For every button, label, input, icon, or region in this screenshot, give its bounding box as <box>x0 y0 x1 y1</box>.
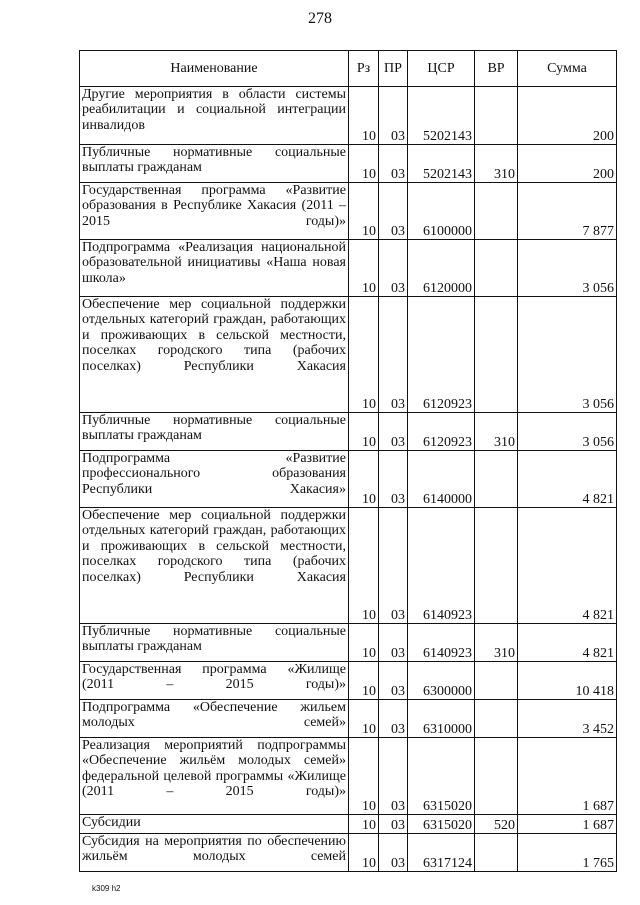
cell-rz: 10 <box>349 297 379 413</box>
cell-pr: 03 <box>379 815 408 834</box>
cell-sum: 3 452 <box>518 700 617 738</box>
cell-rz: 10 <box>349 700 379 738</box>
cell-pr: 03 <box>379 834 408 872</box>
cell-csr: 6140923 <box>408 508 475 624</box>
cell-vr <box>475 297 518 413</box>
cell-sum: 200 <box>518 145 617 183</box>
cell-rz: 10 <box>349 738 379 815</box>
cell-name: Публичные нормативные социальные выплаты гражданам <box>80 624 349 662</box>
cell-csr: 6317124 <box>408 834 475 872</box>
cell-csr: 6315020 <box>408 815 475 834</box>
cell-sum: 1 687 <box>518 738 617 815</box>
cell-vr <box>475 834 518 872</box>
cell-sum: 200 <box>518 87 617 145</box>
cell-name: Подпрограмма «Обеспечение жильем молодых семей» <box>80 700 349 738</box>
table-row <box>80 451 617 508</box>
cell-pr: 03 <box>379 87 408 145</box>
table-header-row <box>80 51 617 87</box>
table-row <box>80 815 617 834</box>
cell-sum: 3 056 <box>518 413 617 451</box>
cell-pr: 03 <box>379 700 408 738</box>
cell-rz: 10 <box>349 815 379 834</box>
header-rz: Рз <box>349 51 379 87</box>
cell-csr: 6140923 <box>408 624 475 662</box>
table-row <box>80 834 617 872</box>
cell-rz: 10 <box>349 834 379 872</box>
cell-rz: 10 <box>349 87 379 145</box>
page-number: 278 <box>308 10 332 27</box>
cell-name: Публичные нормативные социальные выплаты гражданам <box>80 145 349 183</box>
cell-name: Субсидия на мероприятия по обеспечению жильём молодых семей <box>80 834 349 872</box>
cell-vr <box>475 183 518 240</box>
table-row <box>80 738 617 815</box>
cell-rz: 10 <box>349 240 379 297</box>
cell-name: Субсидии <box>80 815 349 834</box>
cell-name: Другие мероприятия в области системы реабилитации и социальной интеграции инвалидов <box>80 87 349 145</box>
cell-csr: 6310000 <box>408 700 475 738</box>
cell-pr: 03 <box>379 240 408 297</box>
cell-csr: 6120000 <box>408 240 475 297</box>
table-row <box>80 508 617 624</box>
cell-pr: 03 <box>379 662 408 700</box>
table-row <box>80 624 617 662</box>
table-row <box>80 297 617 413</box>
table-row <box>80 413 617 451</box>
cell-sum: 4 821 <box>518 508 617 624</box>
cell-vr: 310 <box>475 624 518 662</box>
cell-csr: 6120923 <box>408 413 475 451</box>
cell-name: Подпрограмма «Развитие профессионального образования Республики Хакасия» <box>80 451 349 508</box>
cell-rz: 10 <box>349 145 379 183</box>
header-vr: ВР <box>475 51 518 87</box>
cell-pr: 03 <box>379 145 408 183</box>
budget-table <box>79 50 617 872</box>
cell-csr: 6140000 <box>408 451 475 508</box>
cell-rz: 10 <box>349 183 379 240</box>
cell-csr: 5202143 <box>408 87 475 145</box>
cell-csr: 5202143 <box>408 145 475 183</box>
cell-rz: 10 <box>349 624 379 662</box>
cell-rz: 10 <box>349 413 379 451</box>
cell-vr: 310 <box>475 145 518 183</box>
table-row <box>80 87 617 145</box>
cell-rz: 10 <box>349 451 379 508</box>
cell-rz: 10 <box>349 508 379 624</box>
cell-sum: 4 821 <box>518 624 617 662</box>
cell-vr: 310 <box>475 413 518 451</box>
cell-sum: 4 821 <box>518 451 617 508</box>
cell-name: Подпрограмма «Реализация национальной образовательной инициативы «Наша новая школа» <box>80 240 349 297</box>
cell-vr <box>475 87 518 145</box>
cell-csr: 6100000 <box>408 183 475 240</box>
cell-vr <box>475 738 518 815</box>
cell-pr: 03 <box>379 297 408 413</box>
cell-pr: 03 <box>379 413 408 451</box>
table-row <box>80 700 617 738</box>
cell-name: Обеспечение мер социальной поддержки отдельных категорий граждан, работающих и проживающих в сельской местности, поселках городского типа (рабочих поселках) Республики Хакасия <box>80 297 349 413</box>
cell-pr: 03 <box>379 451 408 508</box>
cell-sum: 3 056 <box>518 297 617 413</box>
cell-vr <box>475 240 518 297</box>
cell-name: Государственная программа «Жилище (2011 – 2015 годы)» <box>80 662 349 700</box>
footer-code: k309 h2 <box>92 884 121 893</box>
cell-pr: 03 <box>379 183 408 240</box>
cell-vr <box>475 700 518 738</box>
cell-sum: 1 687 <box>518 815 617 834</box>
cell-vr <box>475 508 518 624</box>
header-csr: ЦСР <box>408 51 475 87</box>
cell-pr: 03 <box>379 738 408 815</box>
header-sum: Сумма <box>518 51 617 87</box>
header-pr: ПР <box>379 51 408 87</box>
cell-name: Публичные нормативные социальные выплаты гражданам <box>80 413 349 451</box>
cell-csr: 6315020 <box>408 738 475 815</box>
cell-name: Реализация мероприятий подпрограммы «Обеспечение жильём молодых семей» федеральной целевой программы «Жилище (2011 – 2015 годы)» <box>80 738 349 815</box>
cell-sum: 10 418 <box>518 662 617 700</box>
cell-vr: 520 <box>475 815 518 834</box>
cell-vr <box>475 451 518 508</box>
table-body <box>80 87 617 872</box>
table-row <box>80 240 617 297</box>
cell-sum: 7 877 <box>518 183 617 240</box>
table-row <box>80 662 617 700</box>
cell-pr: 03 <box>379 624 408 662</box>
table-row <box>80 145 617 183</box>
cell-vr <box>475 662 518 700</box>
cell-sum: 3 056 <box>518 240 617 297</box>
cell-csr: 6120923 <box>408 297 475 413</box>
table-row <box>80 183 617 240</box>
cell-csr: 6300000 <box>408 662 475 700</box>
header-name: Наименование <box>80 51 349 87</box>
cell-name: Обеспечение мер социальной поддержки отдельных категорий граждан, работающих и проживающих в сельской местности, поселках городского типа (рабочих поселках) Республики Хакасия <box>80 508 349 624</box>
cell-sum: 1 765 <box>518 834 617 872</box>
cell-name: Государственная программа «Развитие образования в Республике Хакасия (2011 – 2015 годы)» <box>80 183 349 240</box>
cell-pr: 03 <box>379 508 408 624</box>
cell-rz: 10 <box>349 662 379 700</box>
